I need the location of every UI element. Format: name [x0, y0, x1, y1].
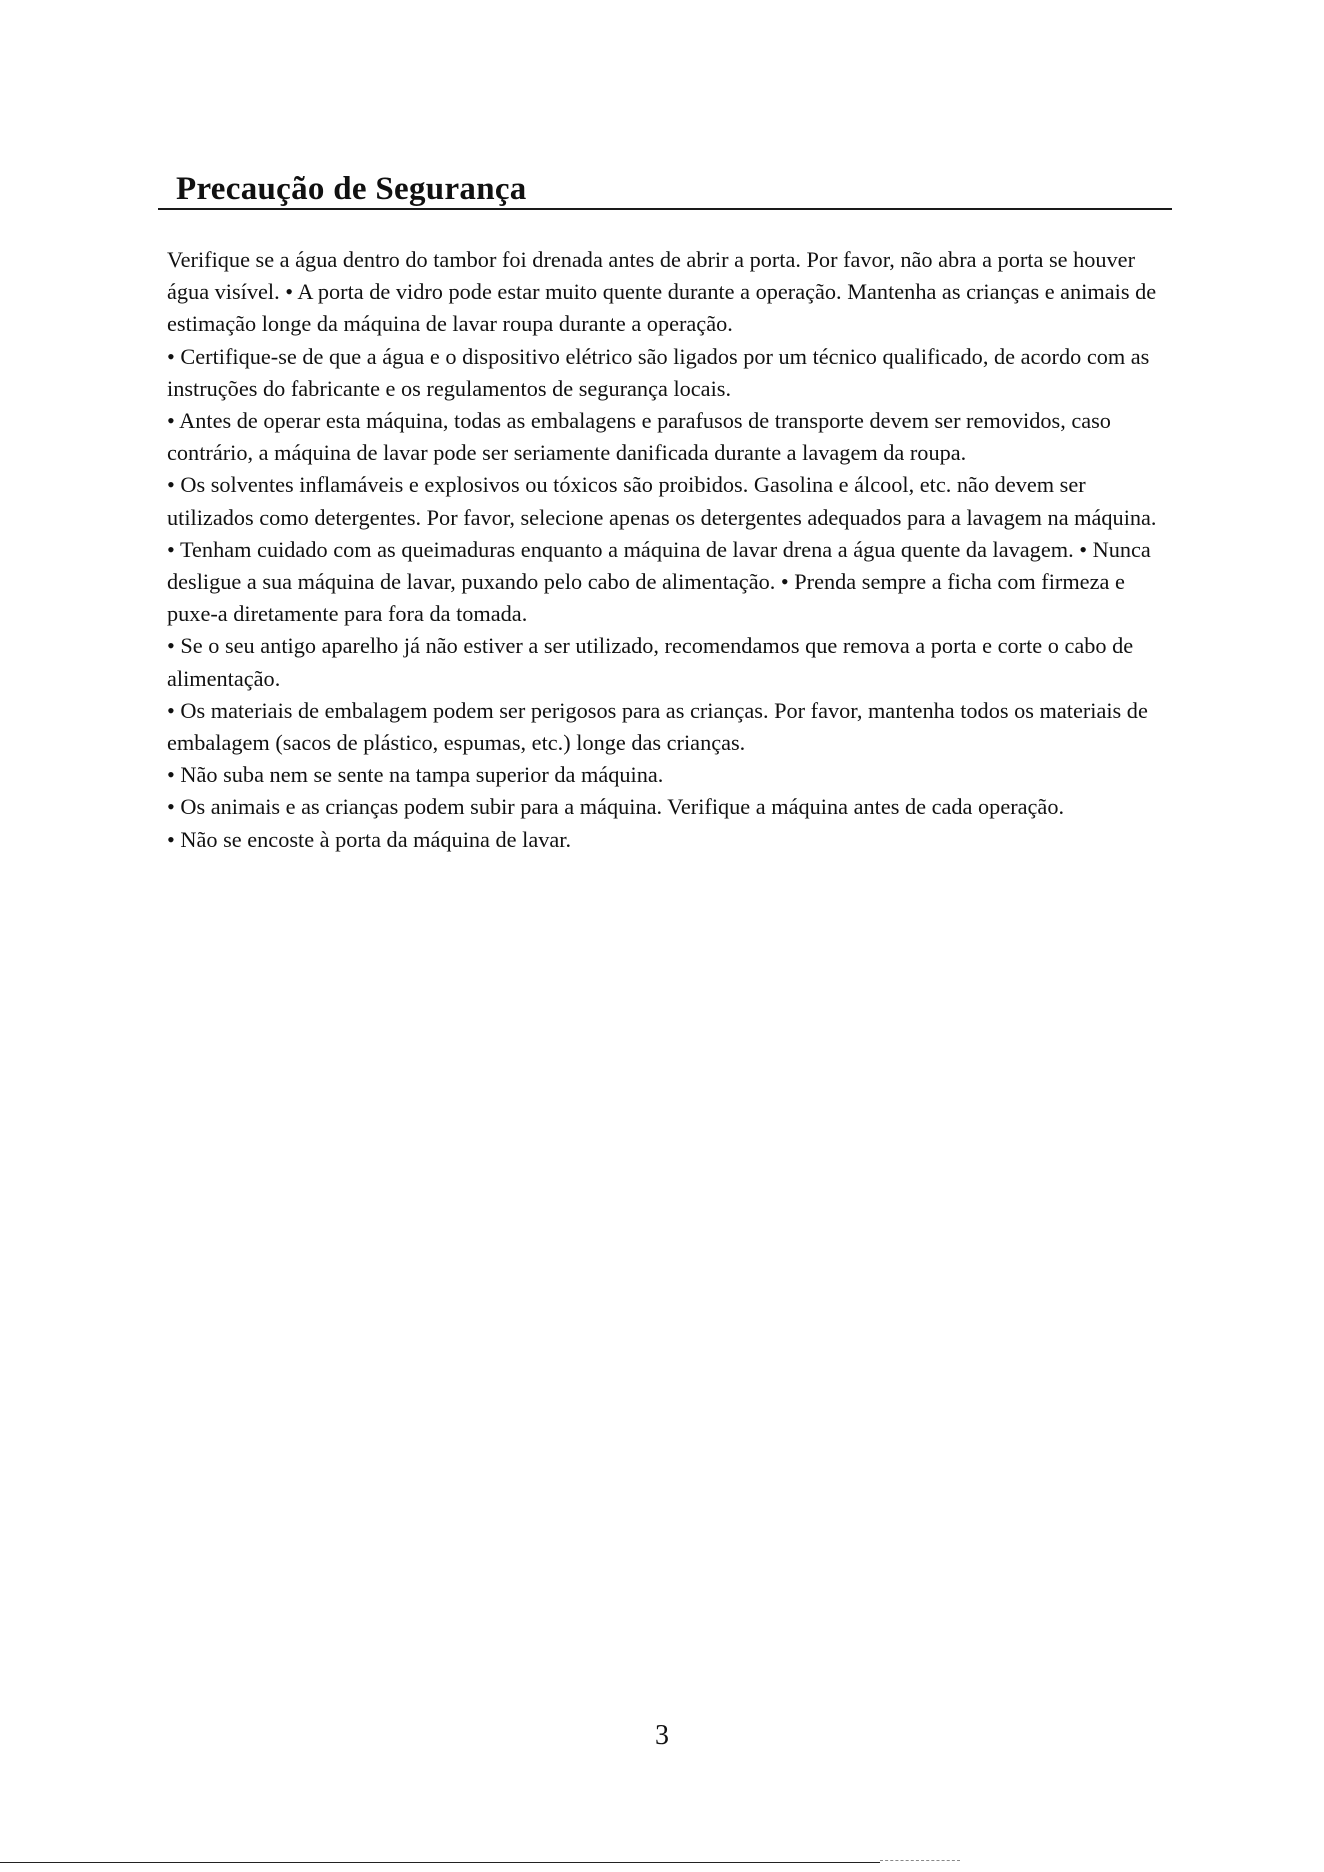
paragraph: • Tenham cuidado com as queimaduras enquanto a máquina de lavar drena a água quente da lavagem. • Nunca desligue a sua máquina de lavar, puxando pelo cabo de alimentação. • Prenda sempre a ficha com firmeza e puxe-a diretamente para fora da tomada. — [167, 536, 1151, 627]
paragraph: • Não suba nem se sente na tampa superior da máquina. — [167, 762, 664, 788]
paragraph: • Os animais e as crianças podem subir para a máquina. Verifique a máquina antes de cada operação. — [167, 794, 1065, 820]
paragraph: • Antes de operar esta máquina, todas as embalagens e parafusos de transporte devem ser removidos, caso contrário, a máquina de lavar pode ser seriamente danificada durante a lavagem da roupa. — [167, 408, 1111, 466]
safety-precautions-text — [167, 244, 1177, 856]
paragraph: • Não se encoste à porta da máquina de lavar. — [167, 826, 572, 852]
footer-rule — [0, 1862, 880, 1863]
page-title: Precaução de Segurança — [176, 171, 527, 207]
paragraph: • Os solventes inflamáveis e explosivos ou tóxicos são proibidos. Gasolina e álcool, etc. não devem ser utilizados como detergentes. Por favor, selecione apenas os detergentes adequados para a lavagem na máquina. — [167, 472, 1157, 530]
paragraph: • Os materiais de embalagem podem ser perigosos para as crianças. Por favor, mantenha todos os materiais de embalagem (sacos de plástico, espumas, etc.) longe das crianças. — [167, 697, 1148, 756]
paragraph: • Se o seu antigo aparelho já não estiver a ser utilizado, recomendamos que remova a porta e corte o cabo de alimentação. — [167, 633, 1134, 691]
footer-mark — [880, 1860, 960, 1863]
paragraph: • Certifique-se de que a água e o dispositivo elétrico são ligados por um técnico qualificado, de acordo com as instruções do fabricante e os regulamentos de segurança locais. — [167, 343, 1150, 401]
paragraph: Verifique se a água dentro do tambor foi drenada antes de abrir a porta. Por favor, não abra a porta se houver água visível. • A porta de vidro pode estar muito quente durante a operação. Mantenha as crianças e animais de estimação longe da máquina de lavar roupa durante a operação. — [167, 247, 1157, 337]
page-number: 3 — [655, 1720, 669, 1751]
title-underline — [158, 160, 1172, 210]
